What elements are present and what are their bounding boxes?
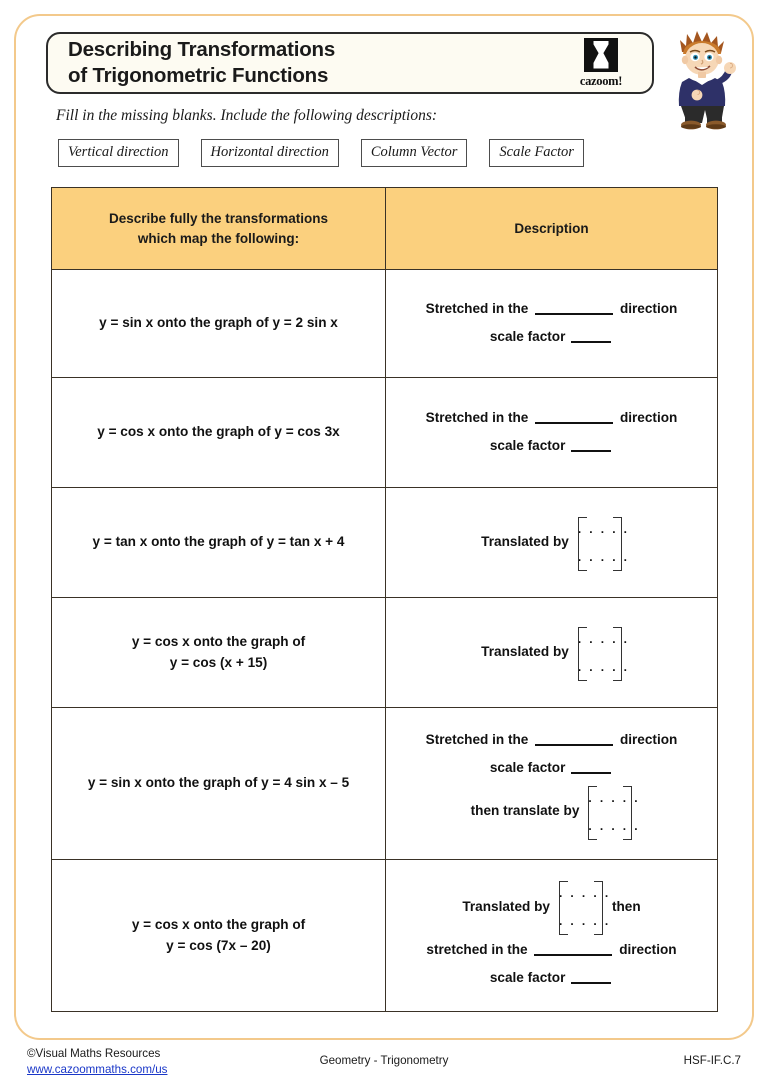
scale-factor-label: scale factor xyxy=(489,329,566,344)
scale-factor-line xyxy=(398,758,705,779)
table-header-row xyxy=(52,188,718,270)
scale-factor-label: scale factor xyxy=(489,438,566,453)
descriptor-box-vertical-direction: Vertical direction xyxy=(58,139,179,167)
translate-vector-line xyxy=(398,627,705,679)
direction-blank[interactable] xyxy=(535,313,613,315)
column-header-question-line-1: Describe fully the transformations xyxy=(108,211,329,227)
translate-vector-line xyxy=(398,517,705,569)
stretch-direction-line xyxy=(398,408,705,429)
direction-blank[interactable] xyxy=(535,422,613,424)
stretch-direction-line xyxy=(398,730,705,751)
column-vector-bracket[interactable] xyxy=(558,881,611,933)
question-cell-4 xyxy=(52,598,386,708)
column-header-question xyxy=(52,188,386,270)
table-row xyxy=(52,708,718,860)
answer-cell-3[interactable] xyxy=(386,488,718,598)
stretch-direction-line xyxy=(398,940,705,961)
descriptor-box-row xyxy=(58,139,658,167)
page-title-line-2: of Trigonometric Functions xyxy=(68,64,329,87)
answer-cell-1[interactable] xyxy=(386,270,718,378)
cazoommaths-link[interactable]: www.cazoommaths.com/us xyxy=(27,1062,168,1076)
vector-bottom-blank[interactable]: . . . . . xyxy=(577,659,630,674)
question-cell-2 xyxy=(52,378,386,488)
cazoom-logo xyxy=(564,38,638,89)
column-header-question-line-2: which map the following: xyxy=(137,230,300,246)
translate-label: Translated by xyxy=(481,644,569,660)
worksheet-title-bar xyxy=(46,32,654,94)
scale-factor-blank[interactable] xyxy=(571,982,611,984)
column-header-description: Description xyxy=(386,188,718,270)
question-line: y = cos x onto the graph of xyxy=(131,916,306,932)
question-line: y = tan x onto the graph of y = tan x + 4 xyxy=(92,534,345,550)
then-translate-vector-line xyxy=(398,786,705,838)
question-cell-1 xyxy=(52,270,386,378)
transformations-table xyxy=(51,187,718,1012)
stretch-prefix-label: stretched in the xyxy=(426,942,528,958)
translate-vector-line xyxy=(398,881,705,933)
answer-cell-6[interactable] xyxy=(386,860,718,1012)
table-row xyxy=(52,488,718,598)
column-vector-bracket[interactable] xyxy=(577,627,630,679)
stretch-suffix-label: direction xyxy=(619,732,678,748)
stretch-suffix-label: direction xyxy=(619,410,678,426)
hourglass-mark-icon xyxy=(584,38,618,72)
page-footer xyxy=(27,1046,741,1080)
scale-factor-blank[interactable] xyxy=(571,450,611,452)
vector-top-blank[interactable]: . . . . . xyxy=(577,631,630,646)
vector-top-blank[interactable]: . . . . . xyxy=(577,521,630,536)
question-line: y = cos x onto the graph of y = cos 3x xyxy=(97,424,340,440)
descriptor-box-column-vector: Column Vector xyxy=(361,139,468,167)
question-line: y = cos (7x – 20) xyxy=(166,937,271,953)
stretch-direction-line xyxy=(398,299,705,320)
scale-factor-label: scale factor xyxy=(489,970,566,985)
question-cell-5 xyxy=(52,708,386,860)
footer-topic: Geometry - Trigonometry xyxy=(319,1054,449,1067)
translate-label: Translated by xyxy=(462,899,550,915)
descriptor-box-horizontal-direction: Horizontal direction xyxy=(201,139,339,167)
scale-factor-line xyxy=(398,436,705,457)
cazoom-logo-wordmark: cazoom! xyxy=(579,73,623,88)
question-cell-3 xyxy=(52,488,386,598)
table-row xyxy=(52,270,718,378)
answer-cell-4[interactable] xyxy=(386,598,718,708)
answer-cell-2[interactable] xyxy=(386,378,718,488)
table-row xyxy=(52,378,718,488)
stretch-prefix-label: Stretched in the xyxy=(425,410,529,426)
column-vector-bracket[interactable] xyxy=(588,786,640,838)
mascot-character-illustration xyxy=(660,22,744,132)
stretch-prefix-label: Stretched in the xyxy=(425,732,529,748)
table-row xyxy=(52,598,718,708)
then-label: then xyxy=(611,899,641,915)
scale-factor-line xyxy=(398,968,705,989)
question-line: y = cos (x + 15) xyxy=(169,654,268,670)
vector-top-blank[interactable]: . . . . . xyxy=(558,886,611,901)
vector-bottom-blank[interactable]: . . . . . xyxy=(588,818,640,833)
question-line: y = sin x onto the graph of y = 4 sin x – 5 xyxy=(87,775,350,791)
table-row xyxy=(52,860,718,1012)
page-title xyxy=(68,37,564,89)
page-title-line-1: Describing Transformations xyxy=(68,38,336,62)
stretch-suffix-label: direction xyxy=(619,301,678,317)
scale-factor-blank[interactable] xyxy=(571,341,611,343)
vector-bottom-blank[interactable]: . . . . . xyxy=(558,914,611,929)
copyright-text: ©Visual Maths Resources xyxy=(27,1047,161,1060)
vector-top-blank[interactable]: . . . . . xyxy=(588,790,640,805)
direction-blank[interactable] xyxy=(534,954,612,956)
vector-bottom-blank[interactable]: . . . . . xyxy=(577,549,630,564)
stretch-prefix-label: Stretched in the xyxy=(425,301,529,317)
then-translate-label: then translate by xyxy=(470,803,580,819)
scale-factor-label: scale factor xyxy=(489,760,566,775)
translate-label: Translated by xyxy=(481,534,569,550)
direction-blank[interactable] xyxy=(535,744,613,746)
scale-factor-line xyxy=(398,327,705,348)
question-line: y = sin x onto the graph of y = 2 sin x xyxy=(99,315,338,331)
answer-cell-5[interactable] xyxy=(386,708,718,860)
question-line: y = cos x onto the graph of xyxy=(131,633,306,649)
stretch-suffix-label: direction xyxy=(619,942,677,958)
column-vector-bracket[interactable] xyxy=(577,517,630,569)
instruction-text: Fill in the missing blanks. Include the following descriptions: xyxy=(56,107,438,124)
descriptor-box-scale-factor: Scale Factor xyxy=(489,139,584,167)
question-cell-6 xyxy=(52,860,386,1012)
footer-standard-code: HSF-IF.C.7 xyxy=(683,1054,741,1067)
scale-factor-blank[interactable] xyxy=(571,772,611,774)
